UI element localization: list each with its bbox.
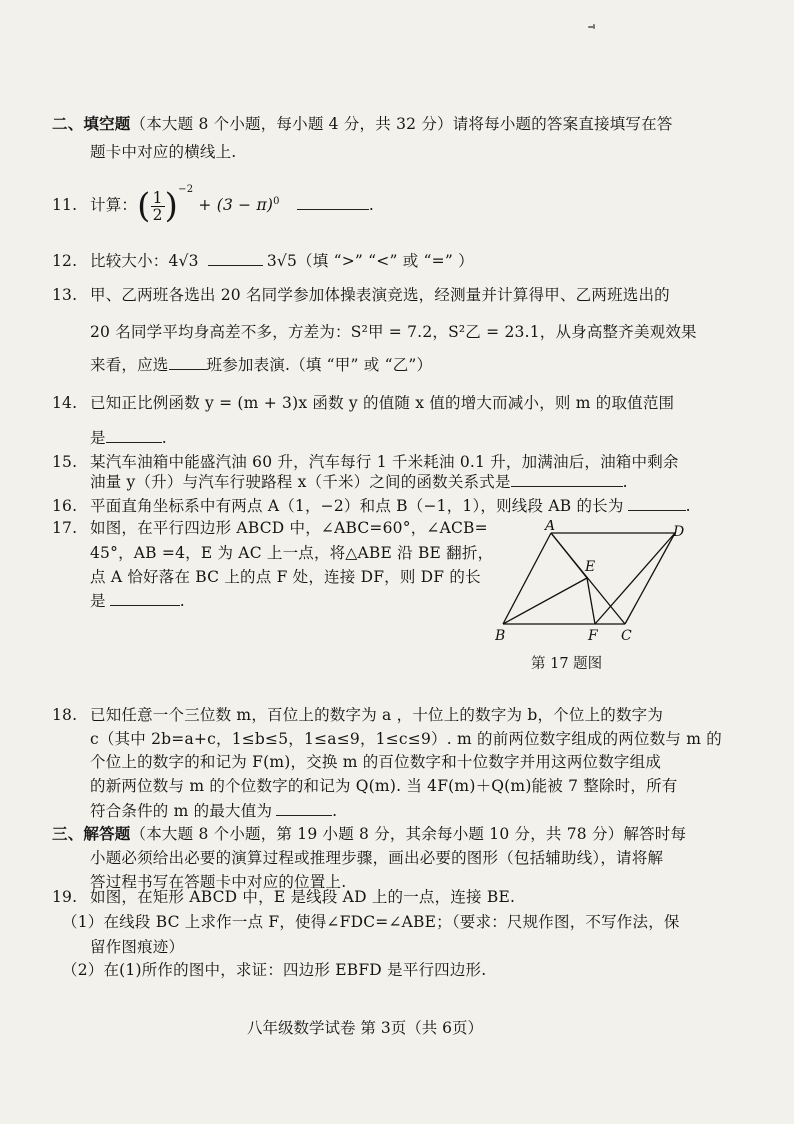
question-18-line1: 18. 已知任意一个三位数 m，百位上的数字为 a ，十位上的数字为 b，个位上的数字为 — [52, 706, 664, 724]
label-F: F — [588, 628, 598, 644]
question-14-line1: 14. 已知正比例函数 y = (m + 3)x 函数 y 的值随 x 值的增大而减小，则 m 的取值范围 — [52, 394, 675, 412]
question-19-part1-cont: 留作图痕迹） — [90, 938, 185, 956]
question-19-line1: 19. 如图，在矩形 ABCD 中，E 是线段 AD 上的一点，连接 BE. — [52, 888, 516, 906]
question-17-line3: 点 A 恰好落在 BC 上的点 F 处，连接 DF，则 DF 的长 — [90, 568, 481, 586]
section3-header — [52, 822, 686, 844]
question-16: 16. 平面直角坐标系中有两点 A（1，−2）和点 B（−1，1），则线段 AB 的长为 . — [52, 497, 691, 515]
question-19-part2: （2）在(1)所作的图中，求证：四边形 EBFD 是平行四边形. — [62, 961, 487, 979]
q12-text: 比较大小：4√3 — [90, 252, 199, 270]
page-footer: 八年级数学试卷 第 3页（共 6页） — [247, 1019, 484, 1037]
q16-answer-blank — [628, 496, 686, 511]
q18-number: 18. — [52, 706, 78, 724]
q15-answer-blank — [511, 472, 623, 487]
q18-answer-blank — [276, 801, 332, 816]
label-B: B — [495, 628, 506, 644]
question-12 — [52, 249, 474, 271]
q14-number: 14. — [52, 394, 78, 412]
q11-exponent: −2 — [178, 184, 194, 195]
question-19-part1: （1）在线段 BC 上求作一点 F，使得∠FDC=∠ABE；（要求：尺规作图，不写作法，保 — [62, 913, 680, 931]
question-15-line2: 油量 y（升）与汽车行驶路程 x（千米）之间的函数关系式是 . — [90, 473, 628, 491]
q12-answer-blank — [208, 251, 263, 266]
q11-answer-blank — [297, 195, 369, 210]
segment-DC — [625, 533, 675, 624]
question-17-line1: 17. 如图，在平行四边形 ABCD 中，∠ABC=60°，∠ACB= — [52, 519, 488, 537]
label-A: A — [545, 520, 556, 534]
section2-header — [52, 112, 673, 134]
q11-number: 11. — [52, 196, 78, 214]
q11-rest: + (3 − π) — [198, 196, 274, 214]
question-17-line4: 是 . — [90, 592, 185, 610]
question-13-line1: 13. 甲、乙两班各选出 20 名同学参加体操表演竞选，经测量并计算得甲、乙两班选出的 — [52, 286, 670, 304]
q14-answer-blank — [106, 428, 162, 443]
question-14-line2: 是 . — [90, 429, 167, 447]
section3-desc-line1: （本大题 8 个小题，第 19 小题 8 分，其余每小题 10 分，共 78 分）解答时每 — [130, 825, 687, 843]
segment-DF — [595, 533, 675, 624]
section3-heading: 三、解答题 — [52, 824, 131, 843]
section2-desc-line1: （本大题 8 个小题，每小题 4 分，共 32 分）请将每小题的答案直接填写在答 — [130, 115, 673, 133]
q15-number: 15. — [52, 453, 78, 471]
label-D: D — [673, 524, 685, 540]
q17-number: 17. — [52, 519, 78, 537]
scan-speck — [593, 24, 595, 29]
question-18-line5: 符合条件的 m 的最大值为 . — [90, 802, 338, 820]
q11-rest-exponent: 0 — [273, 195, 280, 207]
question-13-line2: 20 名同学平均身高差不多，方差为：S²甲 = 7.2，S²乙 = 23.1，从身高整齐美观效果 — [90, 323, 697, 341]
q11-fraction: $\frac{1}{2}$ — [152, 188, 163, 224]
question-13-line3: 来看，应选 班参加表演.（填 “甲” 或 “乙”） — [90, 356, 433, 374]
section3-desc-line3: 答过程书写在答题卡中对应的位置上. — [90, 873, 347, 891]
question-11: 11. 计算：( $\frac{1}{2}$ )$^{-2} + (3 - \pi)^0$ . — [52, 184, 374, 226]
q11-prefix: 计算： — [90, 196, 138, 214]
segment-AE — [551, 533, 587, 578]
section3-desc-line2: 小题必须给出必要的演算过程或推理步骤，画出必要的图形（包括辅助线），请将解 — [90, 849, 664, 867]
q12-number: 12. — [52, 252, 78, 270]
label-C: C — [621, 628, 632, 644]
question-18-line2: c（其中 2b=a+c，1≤b≤5，1≤a≤9，1≤c≤9）. m 的前两位数字组成的两位数与 m 的 — [90, 730, 722, 748]
label-E: E — [585, 559, 596, 575]
q19-number: 19. — [52, 888, 78, 906]
q12-mid: 3√5 — [266, 252, 298, 270]
question-18-line4: 的新两位数与 m 的个位数字的和记为 Q(m). 当 4F(m)＋Q(m)能被 7 整除时，所有 — [90, 777, 678, 795]
q17-figure-caption: 第 17 题图 — [531, 656, 603, 672]
q16-number: 16. — [52, 497, 78, 515]
section2-desc-line2: 题卡中对应的横线上. — [90, 143, 237, 161]
question-18-line3: 个位上的数字的和记为 F(m)，交换 m 的百位数字和十位数字并用这两位数字组成 — [90, 753, 662, 771]
q13-answer-blank — [169, 355, 207, 370]
section2-heading: 二、填空题 — [52, 114, 131, 133]
q12-hint: （填 “>” “<” 或 “=” ） — [297, 252, 474, 270]
q17-answer-blank — [110, 591, 180, 606]
question-17-line2: 45°，AB =4，E 为 AC 上一点，将△ABE 沿 BE 翻折， — [90, 544, 494, 562]
q13-number: 13. — [52, 286, 78, 304]
question-15-line1: 15. 某汽车油箱中能盛汽油 60 升，汽车每行 1 千米耗油 0.1 升，加满油后，油箱中剩余 — [52, 453, 679, 471]
